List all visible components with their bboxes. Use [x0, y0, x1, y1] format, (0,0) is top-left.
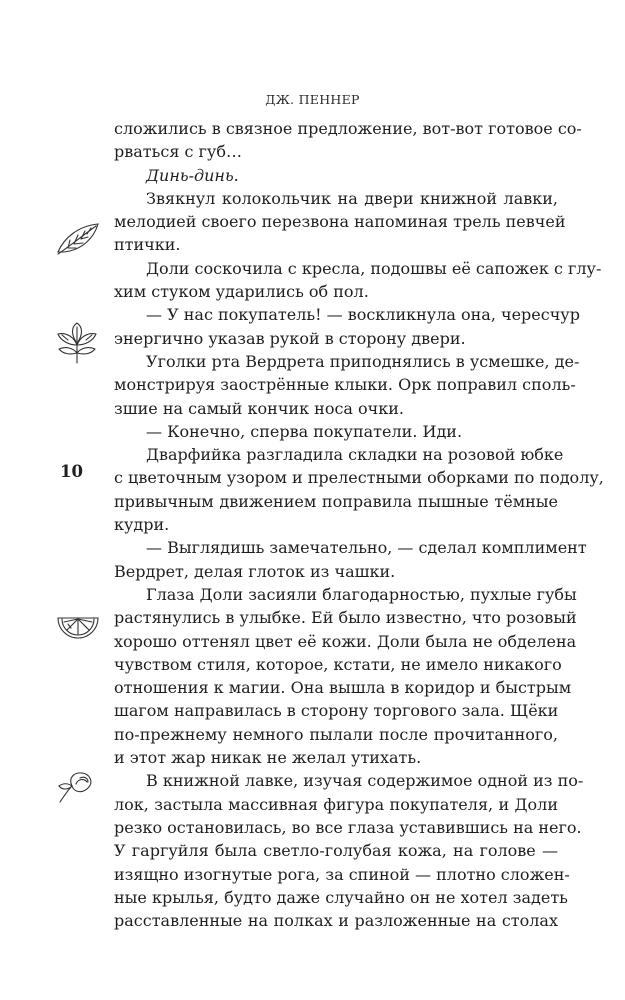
- body-text: [114, 117, 604, 932]
- text-line: кудри.: [114, 515, 170, 535]
- text-line: Звякнул колокольчик на двери книжной лавки,: [146, 188, 558, 208]
- page-number: 10: [60, 462, 83, 481]
- text-line: шагом направилась в сторону торгового зала. Щёки: [114, 701, 559, 721]
- text-line: — Выглядишь замечательно, — сделал комплимент: [146, 538, 587, 558]
- text-line: с цветочным узором и прелестными оборками по подолу,: [114, 468, 604, 488]
- text-line: отношения к магии. Она вышла в коридор и быстрым: [114, 678, 572, 698]
- text-line: хорошо оттенял цвет её кожи. Доли была не обделена: [114, 631, 577, 651]
- text-line: рваться с губ…: [114, 142, 242, 162]
- text-line: монстрируя заострённые клыки. Орк поправил споль-: [114, 375, 576, 395]
- running-header: ДЖ. ПЕННЕР: [265, 92, 360, 107]
- text-line: — У нас покупатель! — воскликнула она, чересчур: [146, 305, 580, 325]
- text-line: расставленные на полках и разложенные на столах: [114, 911, 558, 931]
- text-line: и этот жар никак не желал утихать.: [114, 748, 422, 768]
- text-line: энергично указав рукой в сторону двери.: [114, 328, 466, 348]
- text-line: птички.: [114, 235, 181, 255]
- text-line: Динь-динь.: [146, 165, 239, 185]
- text-line: Уголки рта Вердрета приподнялись в усмешке, де-: [146, 351, 580, 371]
- text-line: Дварфийка разгладила складки на розовой юбке: [146, 445, 564, 465]
- text-line: зшие на самый кончик носа очки.: [114, 398, 405, 418]
- text-line: хим стуком ударились об пол.: [114, 282, 369, 302]
- text-line: привычным движением поправила пышные тёмные: [114, 491, 558, 511]
- text-line: лок, застыла массивная фигура покупателя, и Доли: [114, 794, 558, 814]
- flower-bud-icon: [54, 768, 100, 808]
- text-line: ные крылья, будто даже случайно он не хотел задеть: [114, 887, 568, 907]
- text-line: изящно изогнутые рога, за спиной — плотно сложен-: [114, 864, 570, 884]
- text-line: резко остановилась, во все глаза уставившись на него.: [114, 817, 582, 837]
- text-line: чувством стиля, которое, кстати, не имело никакого: [114, 654, 562, 674]
- text-line: В книжной лавке, изучая содержимое одной из по-: [146, 771, 584, 791]
- text-line: по-прежнему немного пылали после прочитанного,: [114, 724, 558, 744]
- text-line: мелодией своего перезвона напоминая трель певчей: [114, 212, 566, 232]
- herb-sprig-icon: [54, 321, 100, 365]
- text-line: сложились в связное предложение, вот-вот готовое со-: [114, 119, 582, 138]
- citrus-slice-icon: [54, 608, 102, 648]
- text-line: Глаза Доли засияли благодарностью, пухлые губы: [146, 584, 577, 604]
- text-line: Доли соскочила с кресла, подошвы её сапожек с глу-: [146, 258, 602, 278]
- text-line: Вердрет, делая глоток из чашки.: [114, 561, 396, 581]
- text-line: растянулись в улыбке. Ей было известно, что розовый: [114, 608, 577, 628]
- leaf-icon: [54, 218, 102, 258]
- text-line: — Конечно, сперва покупатели. Иди.: [146, 421, 463, 441]
- text-line: У гаргуйля была светло-голубая кожа, на голове —: [114, 841, 558, 861]
